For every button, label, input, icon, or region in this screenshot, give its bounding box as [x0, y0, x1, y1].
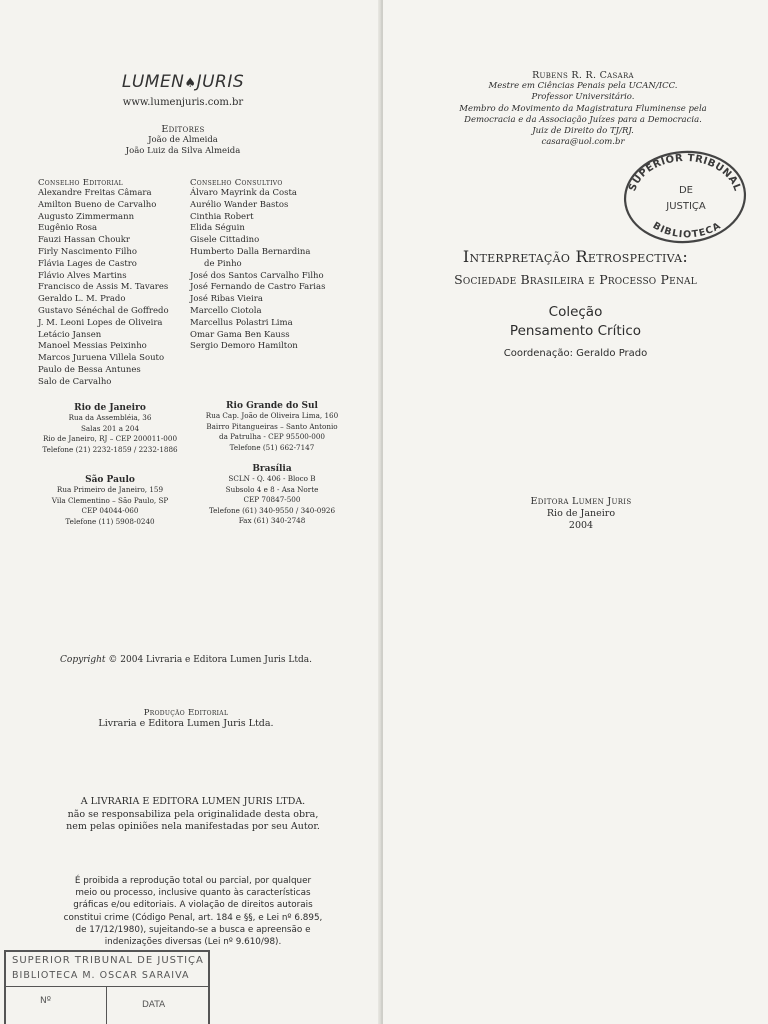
- editores-heading: Editores: [161, 124, 205, 135]
- editor-name: João Luiz da Silva Almeida: [125, 146, 241, 156]
- office-line: Rio de Janeiro, RJ – CEP 200011-000: [42, 434, 178, 443]
- copyright-text: © 2004 Livraria e Editora Lumen Juris Ltda.: [105, 655, 312, 665]
- office-line: Rua Cap. João de Oliveira Lima, 160: [205, 411, 339, 420]
- seal-mid-text-2: JUSTIÇA: [666, 201, 706, 212]
- conselho-editorial-list: [38, 188, 188, 389]
- legal-notice: [0, 875, 381, 948]
- disclaimer-line: A LIVRARIA E EDITORA LUMEN JURIS LTDA.: [80, 796, 306, 807]
- office-line: CEP 70847-500: [243, 495, 301, 504]
- producao-heading: Produção Editorial: [143, 708, 229, 718]
- copyright-line: [0, 655, 372, 665]
- seal-bottom-text: BIBLIOTECA: [650, 220, 724, 241]
- office-line: Fax (61) 340-2748: [238, 516, 306, 525]
- legal-line: É proibida a reprodução total ou parcial, por qualquer: [74, 876, 312, 886]
- office-line: Telefone (11) 5908-0240: [65, 516, 155, 526]
- list-item: Marcellus Polastri Lima: [190, 317, 293, 328]
- author-block: [423, 70, 743, 148]
- office-line: Vila Clementino – São Paulo, SP: [51, 495, 169, 505]
- publisher-imprint: [383, 496, 768, 532]
- office-line: SCLN - Q. 406 - Bloco B: [228, 474, 316, 483]
- list-item: Humberto Dalla Bernardina: [190, 246, 311, 257]
- title-page: [383, 0, 768, 1024]
- list-item: Álvaro Mayrink da Costa: [190, 188, 297, 198]
- list-item: Alexandre Freitas Câmara: [38, 188, 152, 198]
- producao-text: Livraria e Editora Lumen Juris Ltda.: [98, 718, 274, 729]
- legal-line: de 17/12/1980), sujeitando-se a busca e apreensão e: [75, 924, 311, 935]
- office-brasilia: [182, 464, 362, 527]
- list-item: Elida Séguin: [190, 223, 245, 234]
- author-credential: Membro do Movimento da Magistratura Fluminense pela: [459, 103, 707, 114]
- office-rio: [30, 403, 190, 455]
- imprint-year: 2004: [568, 520, 594, 531]
- list-item: Flávio Alves Martins: [38, 270, 127, 281]
- library-seal: [620, 147, 750, 247]
- office-sp: [30, 475, 190, 527]
- office-city: Rio Grande do Sul: [226, 401, 318, 411]
- legal-line: meio ou processo, inclusive quanto às características: [75, 888, 311, 899]
- list-item: J. M. Leoni Lopes de Oliveira: [38, 317, 163, 328]
- conselho-editorial: [38, 178, 188, 389]
- stamp-column-divider: [106, 986, 107, 1024]
- list-item: Gisele Cittadino: [190, 235, 260, 246]
- conselho-consultivo-heading: Conselho Consultivo: [190, 178, 283, 188]
- imprint-city: Rio de Janeiro: [546, 508, 616, 519]
- list-item: Letácio Jansen: [38, 329, 102, 340]
- list-item: Firly Nascimento Filho: [38, 246, 137, 257]
- legal-line: indenizações diversas (Lei nº 9.610/98).: [104, 937, 282, 948]
- author-credential: Democracia e da Associação Juízes para a Democracia.: [464, 114, 702, 125]
- office-rs: [182, 401, 362, 453]
- conselho-editorial-heading: Conselho Editorial: [38, 178, 123, 188]
- list-item: Gustavo Sénéchal de Goffredo: [38, 305, 169, 316]
- list-item: Fauzi Hassan Choukr: [38, 235, 130, 246]
- list-item: Paulo de Bessa Antunes: [38, 364, 141, 375]
- collection-name: [383, 303, 768, 341]
- list-item: Geraldo L. M. Prado: [38, 294, 126, 305]
- list-item: Salo de Carvalho: [38, 376, 112, 387]
- imprint-publisher: Editora Lumen Juris: [530, 496, 632, 507]
- logo-mark-icon: ♠: [184, 76, 197, 91]
- legal-line: gráficas e/ou editoriais. A violação de direitos autorais: [73, 900, 313, 911]
- logo-text-left: LUMEN: [121, 72, 185, 92]
- disclaimer: [0, 796, 381, 834]
- author-email: casara@uol.com.br: [541, 137, 625, 148]
- stamp-line-1: SUPERIOR TRIBUNAL DE JUSTIÇA: [12, 955, 204, 966]
- disclaimer-line: nem pelas opiniões nela manifestadas por seu Autor.: [66, 821, 320, 832]
- logo-text-right: JURIS: [196, 72, 245, 92]
- author-credential: Professor Universitário.: [531, 92, 635, 103]
- list-item: Amilton Bueno de Carvalho: [38, 199, 157, 210]
- publisher-url: www.lumenjuris.com.br: [122, 97, 244, 108]
- list-item: Francisco de Assis M. Tavares: [38, 282, 169, 293]
- seal-top-text: SUPERIOR TRIBUNAL: [627, 152, 743, 193]
- office-line: Subsolo 4 e 8 - Asa Norte: [225, 484, 319, 494]
- list-item: Omar Gama Ben Kauss: [190, 329, 290, 340]
- list-item: Cinthia Robert: [190, 211, 254, 222]
- list-item: Flávia Lages de Castro: [38, 258, 137, 269]
- stamp-line-2: BIBLIOTECA M. OSCAR SARAIVA: [12, 970, 190, 981]
- list-item: José Fernando de Castro Farias: [190, 282, 326, 293]
- conselho-consultivo-list: [190, 188, 370, 353]
- library-stamp: [4, 950, 210, 1024]
- legal-line: constitui crime (Código Penal, art. 184 e §§, e Lei nº 6.895,: [63, 912, 323, 923]
- producao-editorial: [0, 708, 372, 729]
- office-city: São Paulo: [85, 475, 135, 485]
- office-city: Brasília: [252, 464, 292, 474]
- stamp-divider: [6, 986, 208, 987]
- book-subtitle: Sociedade Brasileira e Processo Penal: [454, 272, 697, 287]
- list-item: de Pinho: [204, 258, 242, 269]
- office-line: Bairro Pitangueiras – Santo Antonio: [206, 421, 338, 431]
- collection-line: Coleção: [548, 304, 603, 320]
- office-line: Rua Primeiro de Janeiro, 159: [56, 485, 164, 494]
- collection-line: Pensamento Crítico: [509, 323, 642, 339]
- list-item: José dos Santos Carvalho Filho: [190, 270, 324, 281]
- disclaimer-line: não se responsabiliza pela originalidade desta obra,: [67, 808, 319, 820]
- stamp-number-label: Nº: [40, 996, 51, 1006]
- seal-mid-text-1: DE: [678, 185, 694, 196]
- list-item: José Ribas Vieira: [190, 294, 263, 305]
- office-line: Rua da Assembléia, 36: [68, 413, 152, 422]
- office-line: Telefone (61) 340-9550 / 340-0926: [208, 505, 336, 515]
- author-credential: Juiz de Direito do TJ/RJ.: [532, 126, 634, 137]
- office-line: Telefone (51) 662-7147: [229, 442, 315, 452]
- list-item: Marcos Juruena Villela Souto: [38, 353, 165, 364]
- list-item: Augusto Zimmermann: [38, 211, 135, 222]
- copyright-page: [0, 0, 381, 1024]
- office-line: CEP 04044-060: [81, 506, 139, 515]
- editor-name: João de Almeida: [148, 135, 218, 145]
- office-city: Rio de Janeiro: [74, 403, 146, 413]
- list-item: Sergio Demoro Hamilton: [190, 341, 298, 352]
- book-title: Interpretação Retrospectiva:: [462, 247, 689, 266]
- copyright-label: Copyright: [60, 655, 106, 665]
- list-item: Eugênio Rosa: [38, 223, 98, 234]
- list-item: Manoel Messias Peixinho: [38, 341, 147, 352]
- seal-icon: [620, 147, 750, 247]
- conselho-consultivo: [190, 178, 370, 353]
- list-item: Marcello Ciotola: [190, 305, 262, 316]
- list-item: Aurélio Wander Bastos: [190, 199, 289, 210]
- coordination: Coordenação: Geraldo Prado: [503, 348, 648, 359]
- author-credential: Mestre em Ciências Penais pela UCAN/ICC.: [488, 81, 678, 92]
- publisher-logo: [0, 72, 366, 92]
- stamp-date-label: DATA: [142, 1000, 166, 1010]
- office-line: da Patrulha - CEP 95500-000: [218, 432, 325, 441]
- office-line: Salas 201 a 204: [80, 423, 140, 433]
- editores-block: [0, 124, 366, 157]
- office-line: Telefone (21) 2232-1859 / 2232-1886: [42, 444, 178, 454]
- author-name: Rubens R. R. Casara: [532, 70, 634, 81]
